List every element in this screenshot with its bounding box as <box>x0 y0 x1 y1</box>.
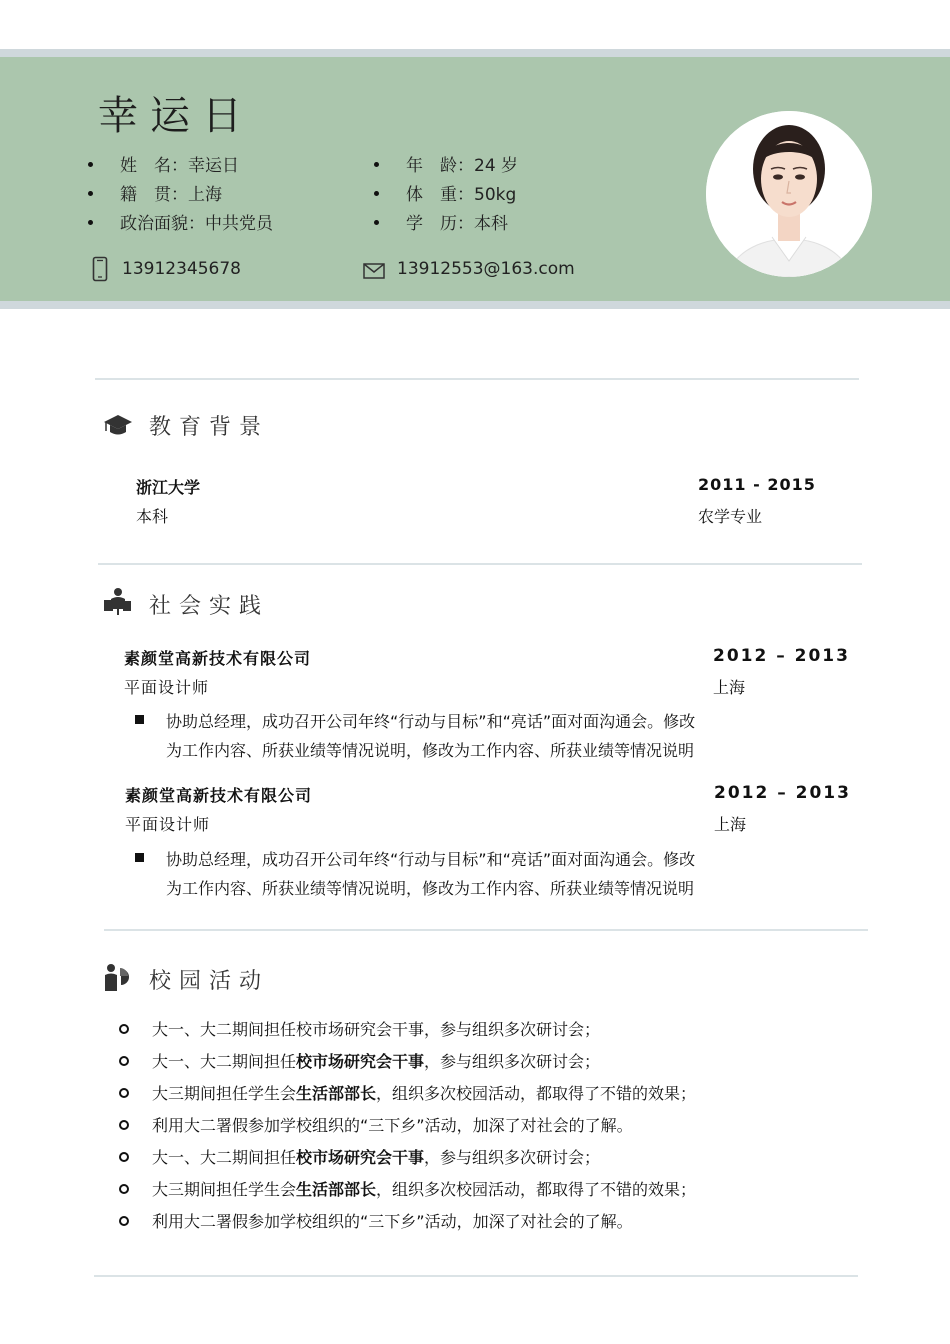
campus-item <box>152 1209 633 1232</box>
info-weight-value: 50kg <box>474 185 517 205</box>
practice-desc-line: 协助总经理，成功召开公司年终“行动与目标”和“亮话”面对面沟通会。修改 <box>166 712 696 731</box>
education-period: 2011 - 2015 <box>698 475 816 494</box>
phone-number[interactable]: 13912345678 <box>122 259 241 279</box>
ring-bullet-icon <box>119 1152 129 1162</box>
campus-item-text: 利用大二署假参加学校组织的“三下乡”活动，加深了对社会的了解。 <box>152 1116 633 1135</box>
info-age <box>406 151 518 176</box>
header-bottom-stripe <box>0 301 950 309</box>
campus-item-bold: 生活部部长 <box>296 1084 377 1103</box>
campus-item-bold: 校市场研究会干事 <box>296 1148 425 1167</box>
campus-item <box>152 1049 600 1072</box>
campus-item-text: 大一、大二期间担任 <box>152 1052 297 1071</box>
info-edu-label: 学 历： <box>406 214 474 234</box>
profile-photo <box>706 111 872 277</box>
campus-item <box>152 1017 600 1040</box>
section-divider <box>104 929 868 931</box>
info-native-label: 籍 贯： <box>120 185 188 205</box>
campus-item-text: 利用大二署假参加学校组织的“三下乡”活动，加深了对社会的了解。 <box>152 1212 633 1231</box>
practice-company: 素颜堂高新技术有限公司 <box>124 649 312 668</box>
ring-bullet-icon <box>119 1088 129 1098</box>
practice-role: 平面设计师 <box>124 678 210 697</box>
info-weight-label: 体 重： <box>406 185 474 205</box>
ring-bullet-icon <box>119 1184 129 1194</box>
campus-item-text: 大一、大二期间担任校市场研究会干事，参与组织多次研讨会； <box>152 1020 601 1039</box>
ring-bullet-icon <box>119 1024 129 1034</box>
campus-item-bold: 生活部部长 <box>296 1180 377 1199</box>
campus-item-text: ，组织多次校园活动，都取得了不错的效果； <box>376 1084 697 1103</box>
presenter-icon <box>103 963 133 991</box>
bullet-icon <box>374 162 379 167</box>
practice-desc-line: 协助总经理，成功召开公司年终“行动与目标”和“亮话”面对面沟通会。修改 <box>166 850 696 869</box>
section-divider <box>95 378 859 380</box>
campus-item <box>152 1113 633 1136</box>
ring-bullet-icon <box>119 1056 129 1066</box>
section-divider <box>98 563 862 565</box>
practice-desc-line: 为工作内容、所获业绩等情况说明，修改为工作内容、所获业绩等情况说明 <box>166 741 695 760</box>
info-age-label: 年 龄： <box>406 156 474 176</box>
info-name-value: 幸运日 <box>188 156 239 176</box>
info-politics <box>120 209 273 234</box>
info-native <box>120 180 222 205</box>
practice-role: 平面设计师 <box>125 815 211 834</box>
ring-bullet-icon <box>119 1216 129 1226</box>
section-title-practice: 社会实践 <box>149 594 270 619</box>
practice-location: 上海 <box>714 815 747 834</box>
practice-period: 2012 – 2013 <box>713 646 850 666</box>
practice-company: 素颜堂高新技术有限公司 <box>125 786 313 805</box>
section-title-education: 教育背景 <box>149 415 270 440</box>
section-title-campus: 校园活动 <box>149 969 270 994</box>
info-education <box>406 209 508 234</box>
info-native-value: 上海 <box>188 185 222 205</box>
school-name: 浙江大学 <box>136 478 201 497</box>
campus-item <box>152 1081 696 1104</box>
campus-item-bold: 校市场研究会干事 <box>296 1052 425 1071</box>
bullet-icon <box>374 220 379 225</box>
bullet-icon <box>88 220 93 225</box>
resume-name: 幸运日 <box>98 93 254 139</box>
info-edu-value: 本科 <box>474 214 508 234</box>
campus-item-text: 大三期间担任学生会 <box>152 1180 297 1199</box>
section-divider <box>94 1275 858 1277</box>
practice-desc-line: 为工作内容、所获业绩等情况说明，修改为工作内容、所获业绩等情况说明 <box>166 879 695 898</box>
mail-icon <box>363 263 385 279</box>
ring-bullet-icon <box>119 1120 129 1130</box>
info-weight <box>406 180 516 205</box>
phone-icon <box>92 256 108 282</box>
major: 农学专业 <box>698 507 763 526</box>
campus-item-text: 大三期间担任学生会 <box>152 1084 297 1103</box>
bullet-icon <box>374 191 379 196</box>
info-politics-label: 政治面貌： <box>120 214 205 234</box>
bullet-icon <box>88 162 93 167</box>
info-name <box>120 151 239 176</box>
campus-item-text: ，参与组织多次研讨会； <box>424 1052 601 1071</box>
graduation-cap-icon <box>103 410 133 438</box>
bullet-icon <box>88 191 93 196</box>
info-politics-value: 中共党员 <box>205 214 273 234</box>
header-top-stripe <box>0 49 950 57</box>
info-age-value: 24 岁 <box>474 156 519 176</box>
campus-item <box>152 1145 600 1168</box>
square-bullet-icon <box>135 853 144 862</box>
worker-icon <box>103 587 133 615</box>
degree: 本科 <box>136 507 169 526</box>
square-bullet-icon <box>135 715 144 724</box>
practice-location: 上海 <box>713 678 746 697</box>
practice-period: 2012 – 2013 <box>714 783 851 803</box>
info-name-label: 姓 名： <box>120 156 188 176</box>
campus-item-text: ，参与组织多次研讨会； <box>424 1148 601 1167</box>
campus-item-text: ，组织多次校园活动，都取得了不错的效果； <box>376 1180 697 1199</box>
email-address[interactable]: 13912553@163.com <box>397 259 575 279</box>
campus-item <box>152 1177 696 1200</box>
campus-item-text: 大一、大二期间担任 <box>152 1148 297 1167</box>
